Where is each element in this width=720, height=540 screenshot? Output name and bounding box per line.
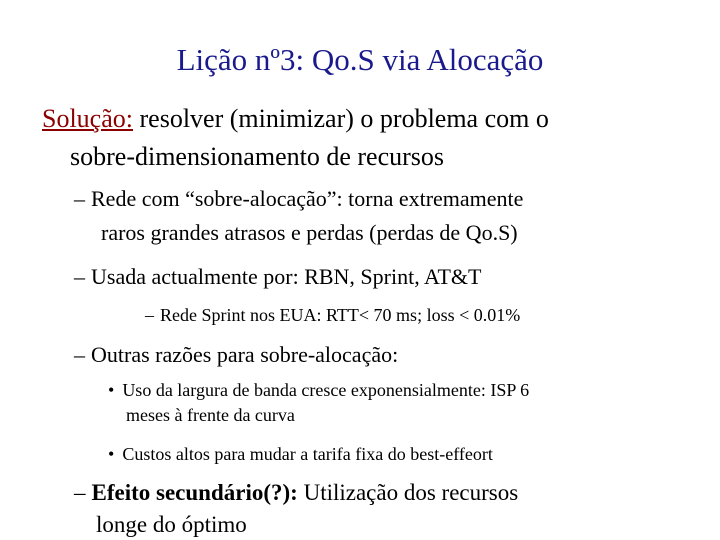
sub-bullet-costs — [108, 444, 493, 465]
dash-bullet: – — [74, 186, 85, 211]
bullet-overprovisioned-network-cont: raros grandes atrasos e perdas (perdas de Qo.S) — [101, 220, 518, 245]
bullet-overprovisioned-network — [74, 186, 523, 212]
bullet-text: Uso da largura de banda cresce exponensialmente: ISP 6 — [122, 380, 530, 400]
sub-bullet-sprint — [145, 305, 520, 326]
sub-bullet-bandwidth-cont: meses à frente da curva — [126, 405, 295, 425]
bullet-text: Usada actualmente por: RBN, Sprint, AT&T — [91, 264, 482, 289]
solution-label: Solução: — [42, 104, 133, 133]
dash-bullet: – — [74, 480, 86, 505]
bullet-side-effect-cont: longe do óptimo — [96, 512, 247, 537]
dash-bullet: – — [74, 342, 85, 367]
dot-bullet: • — [108, 380, 115, 400]
slide-title: Lição nº3: Qo.S via Alocação — [176, 42, 544, 77]
solution-text: resolver (minimizar) o problema com o — [133, 104, 549, 133]
bullet-side-effect — [74, 480, 518, 506]
dot-bullet: • — [108, 444, 115, 464]
bullet-other-reasons — [74, 342, 398, 368]
dash-bullet: – — [145, 305, 154, 325]
bullet-text: Outras razões para sobre-alocação: — [91, 342, 399, 367]
bullet-text: Rede Sprint nos EUA: RTT< 70 ms; loss < 0.01% — [160, 305, 521, 325]
side-effect-label: Efeito secundário(?): — [91, 480, 298, 505]
solution-line — [42, 104, 549, 134]
dash-bullet: – — [74, 264, 85, 289]
bullet-text: Custos altos para mudar a tarifa fixa do best-effeort — [122, 444, 493, 464]
bullet-text: Utilização dos recursos — [297, 480, 519, 505]
solution-line-2: sobre-dimensionamento de recursos — [70, 142, 445, 171]
bullet-current-usage — [74, 264, 481, 290]
bullet-text: Rede com “sobre-alocação”: torna extremamente — [91, 186, 524, 211]
sub-bullet-bandwidth — [108, 380, 529, 401]
